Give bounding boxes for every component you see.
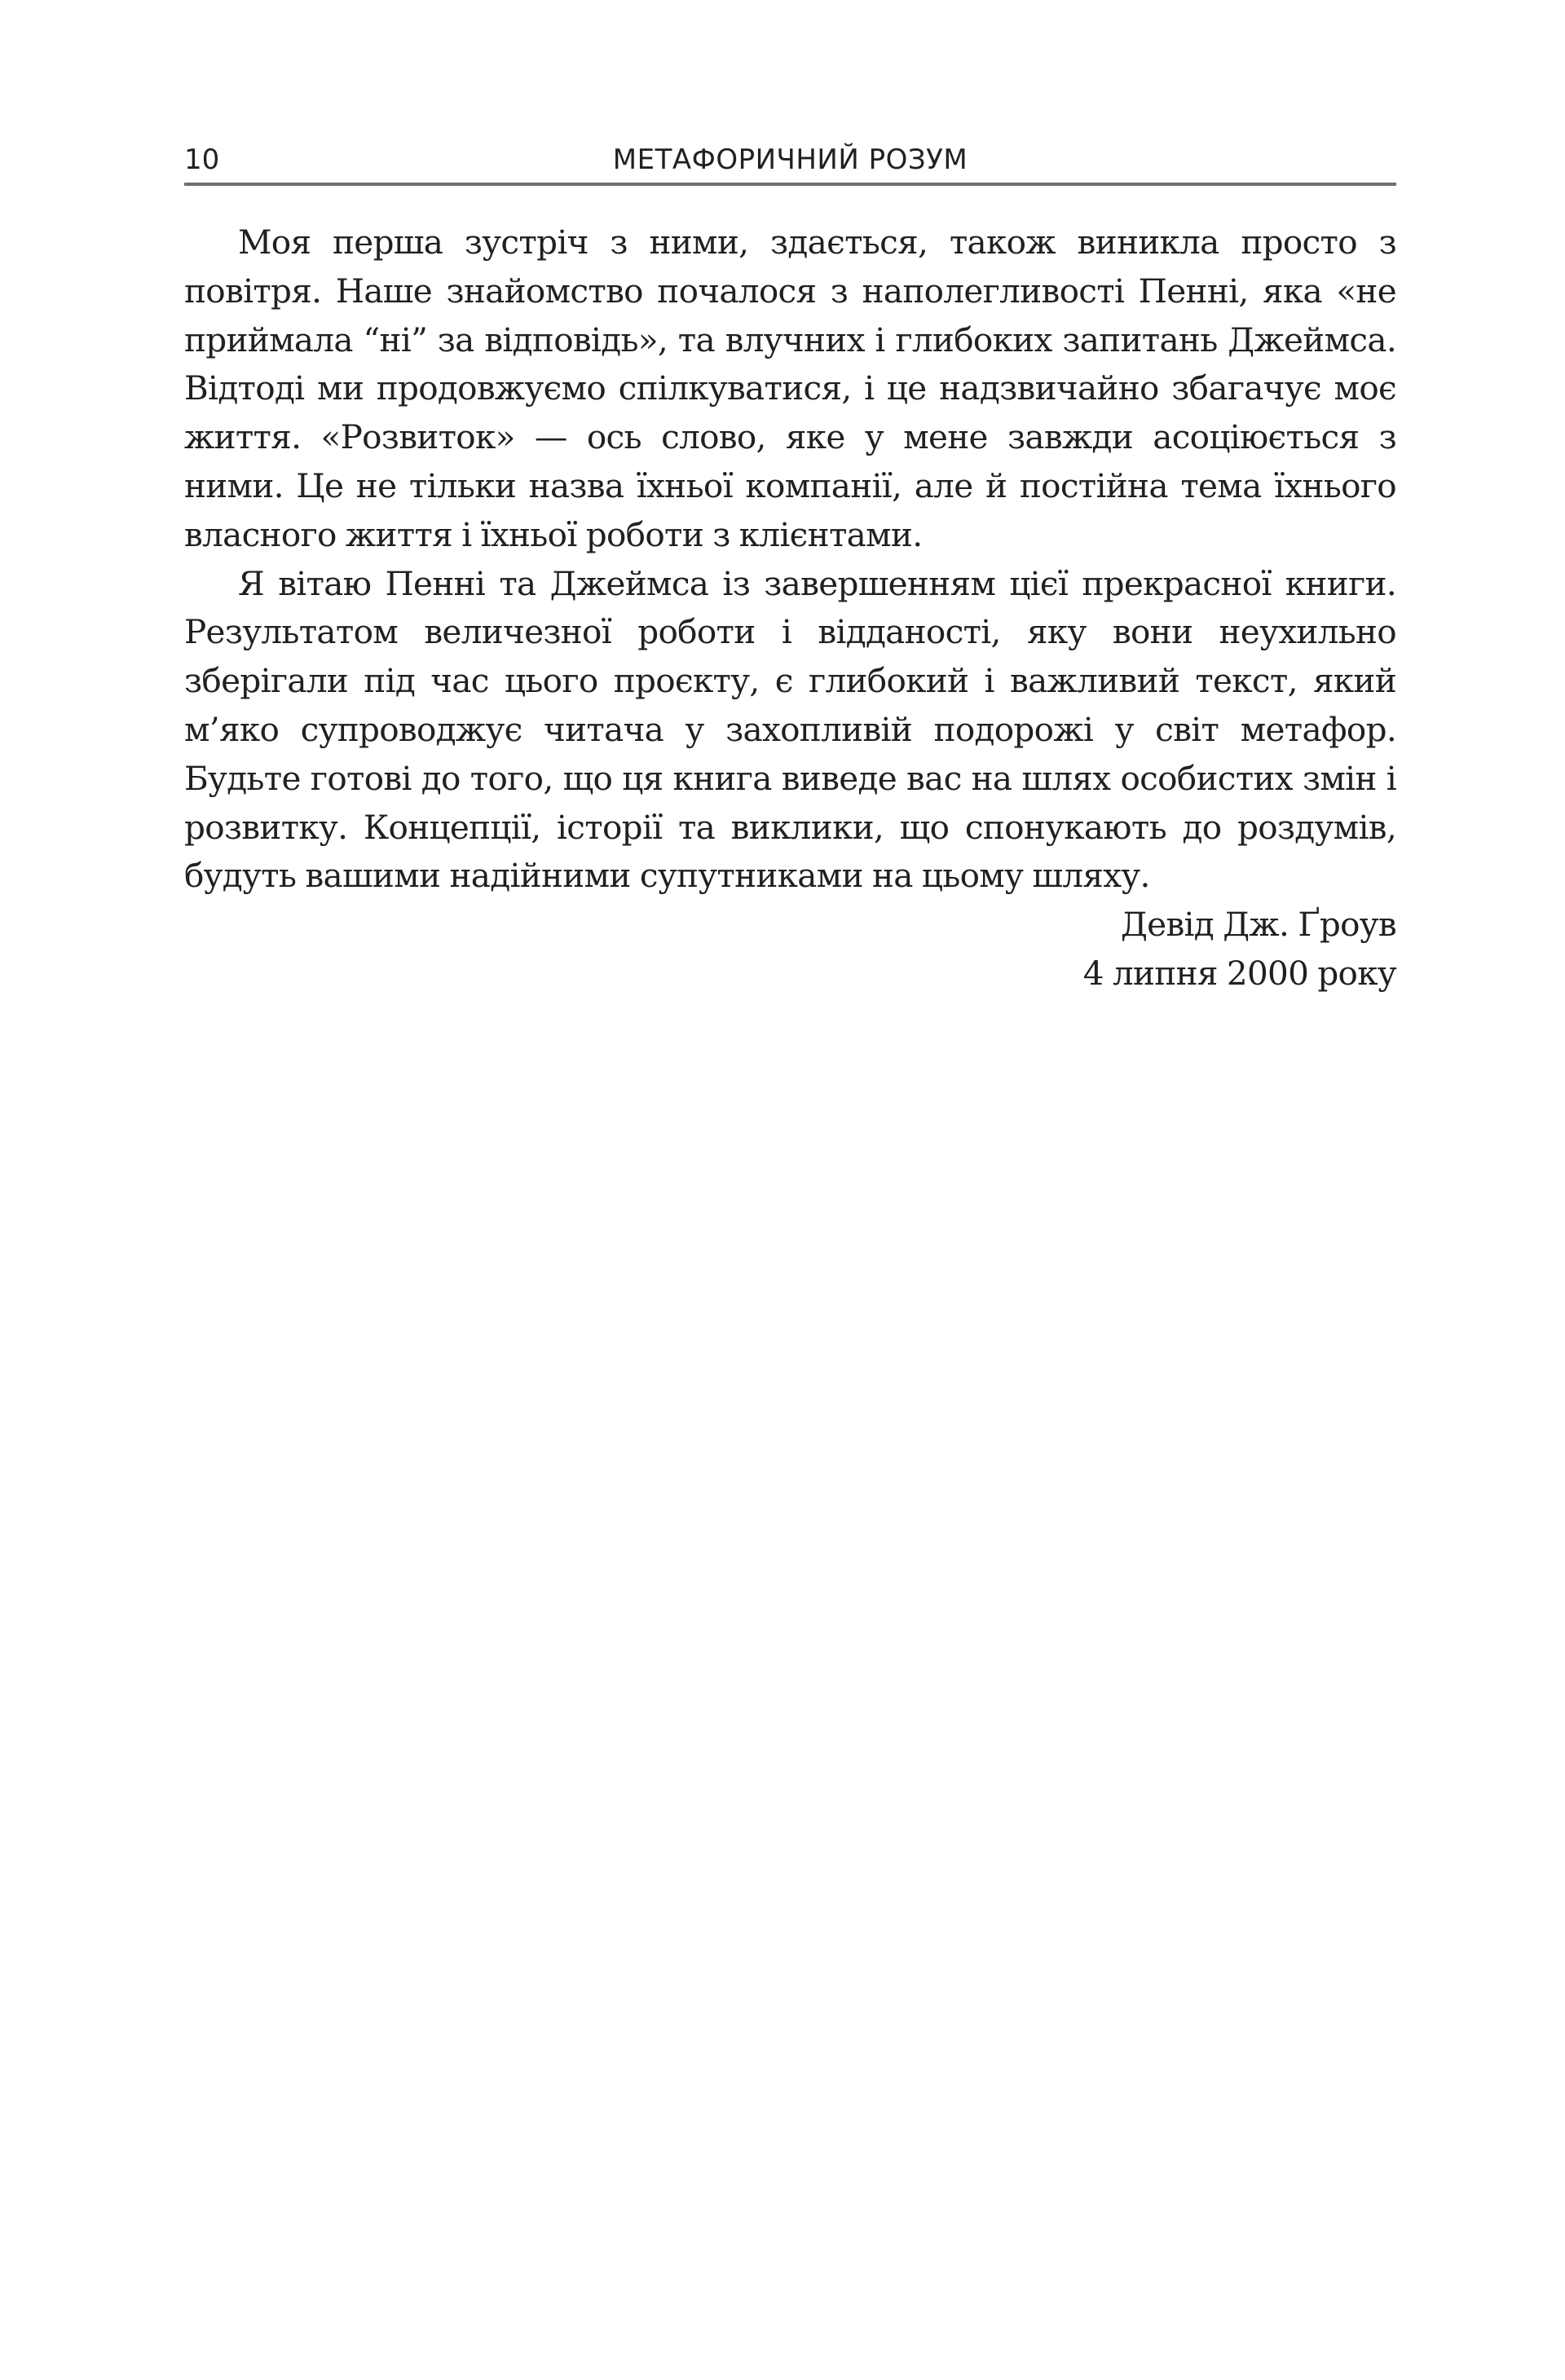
paragraph-2: Я вітаю Пенні та Джеймса із завершенням цієї прекрасної книги. Результатом величезної роботи і відданості, яку вони неухильно зберігали під час цього проєкту, є глибокий і важливий текст, який м’яко супроводжує читача у захопливій подорожі у світ метафор. Будьте готові до того, що ця книга виведе вас на шлях особистих змін і розвитку. Концепції, історії та виклики, що спонукають до роздумів, будуть вашими надійними супутниками на цьому шляху.	[184, 563, 1396, 896]
signature-date: 4 липня 2000 року	[1082, 953, 1396, 993]
running-title: МЕТАФОРИЧНИЙ РОЗУМ	[612, 143, 968, 176]
signature-author: Девід Дж. Ґроув	[1120, 905, 1396, 945]
body-text	[184, 218, 1396, 998]
page-number: 10	[184, 143, 220, 176]
running-header	[184, 137, 1396, 186]
paragraph-1: Моя перша зустріч з ними, здається, також виникла просто з повітря. Наше знайомство почалося з наполегливості Пенні, яка «не приймала “ні” за відповідь», та влучних і глибоких запитань Джеймса. Відтоді ми продовжуємо спілкуватися, і це надзвичайно збагачує моє життя. «Розвиток» — ось слово, яке у мене завжди асоціюється з ними. Це не тільки назва їхньої компанії, але й постійна тема їхнього власного життя і їхньої роботи з клієнтами.	[184, 223, 1396, 554]
